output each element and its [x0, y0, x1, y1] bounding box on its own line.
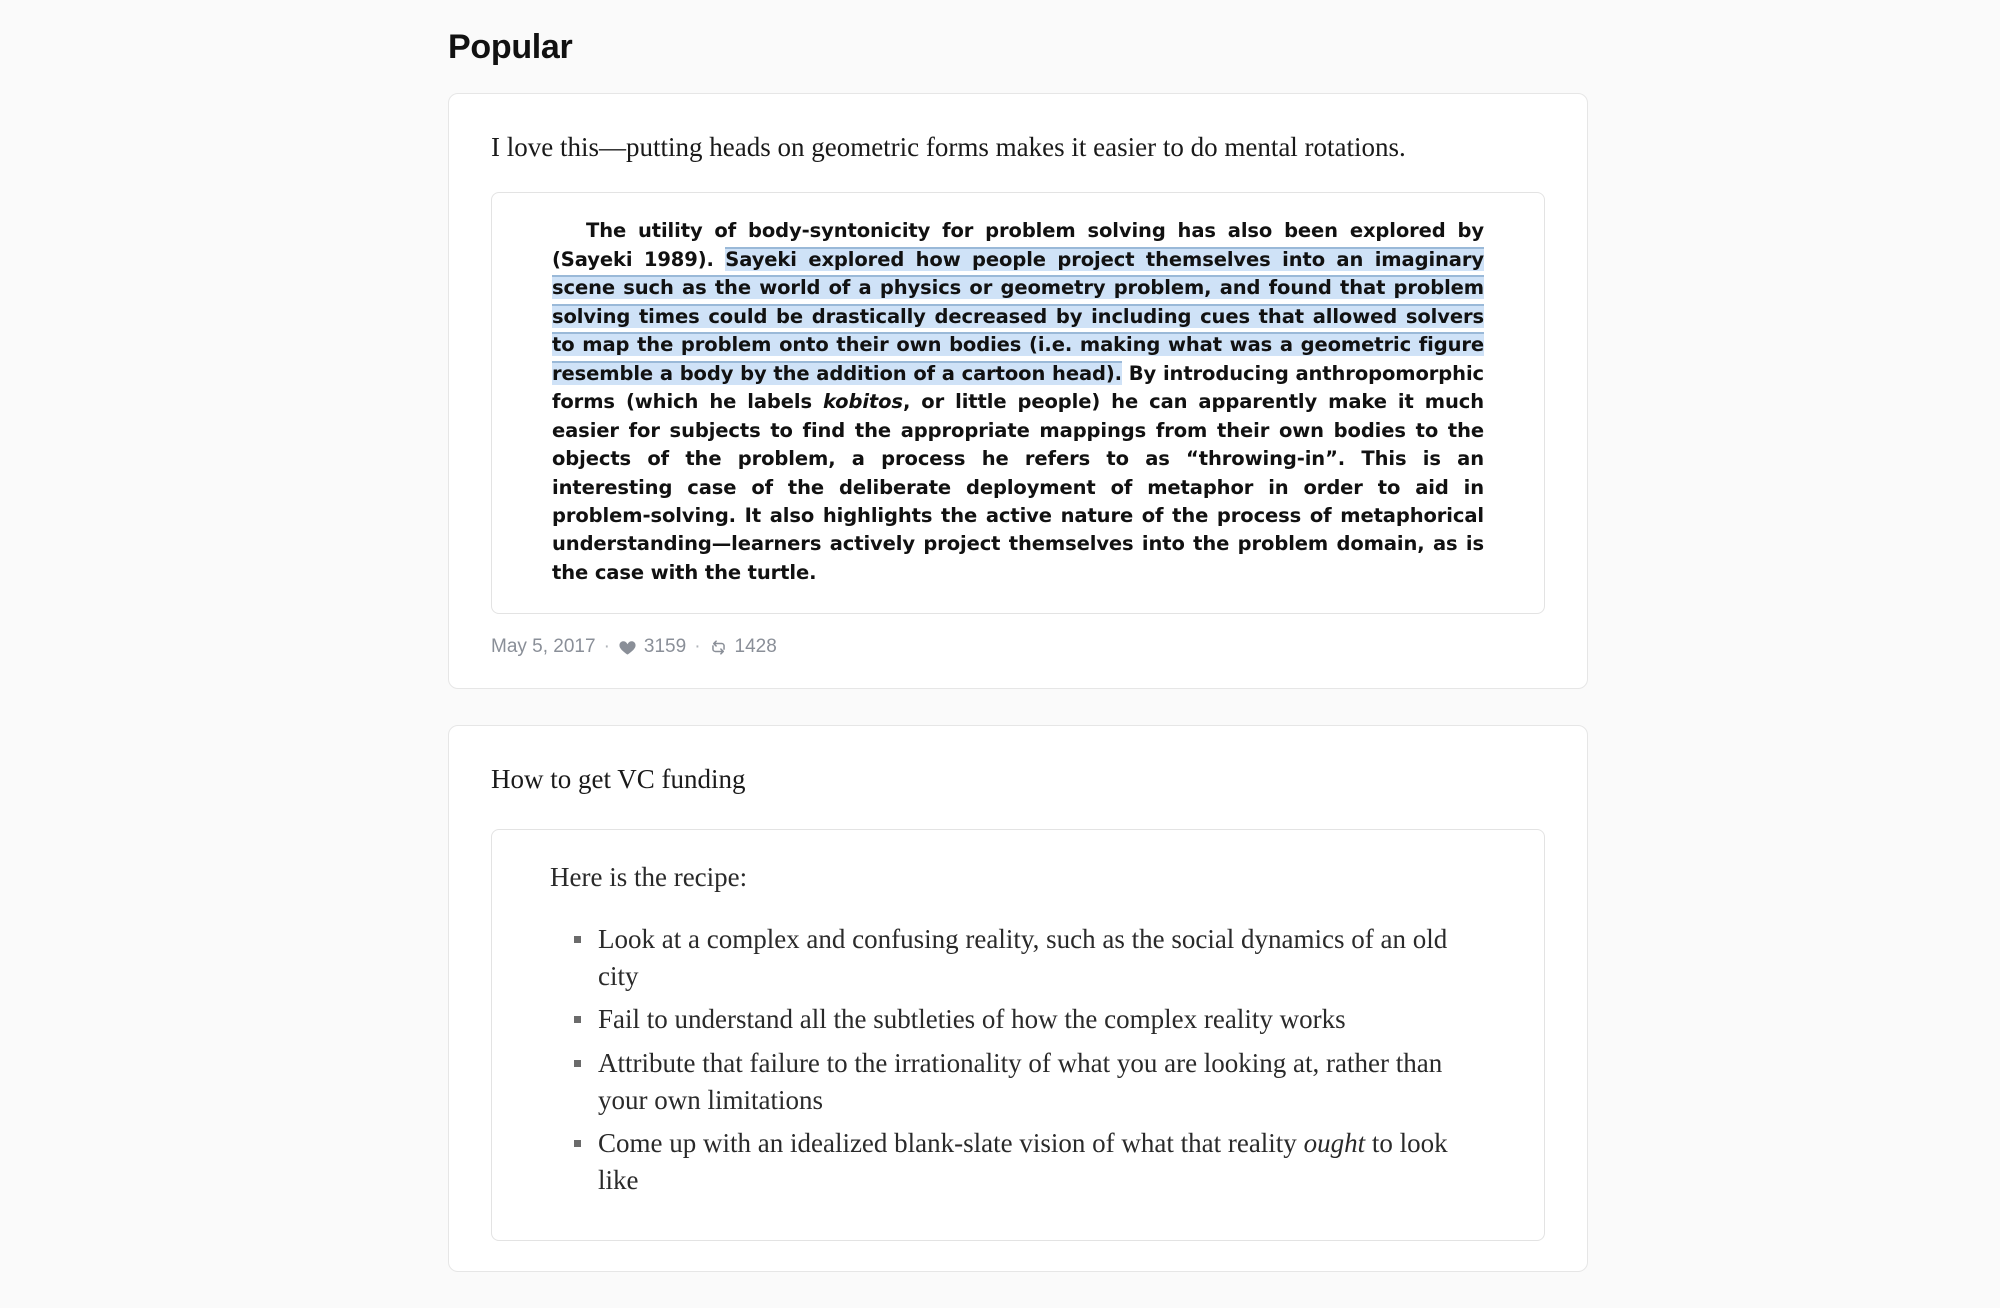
list-item-text: Attribute that failure to the irrationality of what you are looking at, rather than your own limitations: [598, 1047, 1443, 1115]
embedded-document-screenshot[interactable]: [491, 829, 1545, 1241]
list-item: [596, 1125, 1486, 1200]
post-text: I love this—putting heads on geometric forms makes it easier to do mental rotations.: [491, 132, 1406, 162]
paper-italic-term: kobitos: [823, 390, 903, 414]
retweets-stat[interactable]: [709, 636, 777, 658]
document-lead: Here is the recipe:: [550, 861, 748, 892]
list-item-text: Come up with an idealized blank-slate vision of what that reality: [598, 1128, 1304, 1159]
post-text: How to get VC funding: [491, 764, 746, 795]
post-date: May 5, 2017: [491, 636, 596, 658]
list-item-italic: ought: [1303, 1128, 1366, 1159]
document-list: [550, 921, 1486, 1200]
list-item: [596, 1045, 1486, 1120]
list-item: [596, 1001, 1486, 1038]
heart-icon: [618, 638, 637, 657]
post-meta: [491, 636, 1545, 658]
content-column: [448, 28, 1588, 1272]
meta-separator-1: ·: [603, 636, 610, 658]
retweet-icon: [709, 638, 728, 657]
page-title: Popular: [448, 28, 573, 66]
paper-text-before-highlight: The utility of body-syntonicity for problem solving has also been explored by (Sayeki 1989).: [552, 219, 1484, 271]
likes-count: 3159: [643, 636, 687, 658]
paper-highlighted-text: Sayeki explored how people project themselves into an imaginary scene such as the world of a physics or geometry problem, and found that problem solving times could be drastically decreased by including cues that allowed solvers to map the problem onto their own bodies (i.e. making what was a geometric figure resemble a body by the addition of a cartoon head).: [552, 247, 1484, 385]
embedded-paper-screenshot[interactable]: [491, 192, 1545, 614]
list-item-text: Fail to understand all the subtleties of how the complex reality works: [598, 1004, 1346, 1035]
list-item-text: Look at a complex and confusing reality, such as the social dynamics of an old city: [598, 923, 1448, 992]
paper-paragraph: [552, 217, 1484, 587]
meta-separator-2: ·: [694, 636, 701, 658]
post-card[interactable]: [448, 93, 1588, 689]
likes-stat[interactable]: [618, 636, 686, 658]
list-item-text-tail: to look like: [598, 1128, 1448, 1196]
post-card[interactable]: [448, 725, 1588, 1271]
paper-text-after-highlight-1: By introducing anthropomorphic forms (which he labels: [552, 361, 1484, 414]
retweets-count: 1428: [734, 636, 777, 658]
paper-text-after-highlight-2: , or little people) he can apparently make it much easier for subjects to find the appropriate mappings from their own bodies to the objects of the problem, a process he refers to as “throwing-in”. This is an interesting case of the deliberate deployment of metaphor in order to aid in problem-solving. It also highlights the active nature of the process of metaphorical understanding—learners actively project themselves into the problem domain, as is the case with the turtle.: [552, 390, 1484, 584]
page-root: [0, 28, 2000, 1272]
list-item: [596, 921, 1486, 996]
